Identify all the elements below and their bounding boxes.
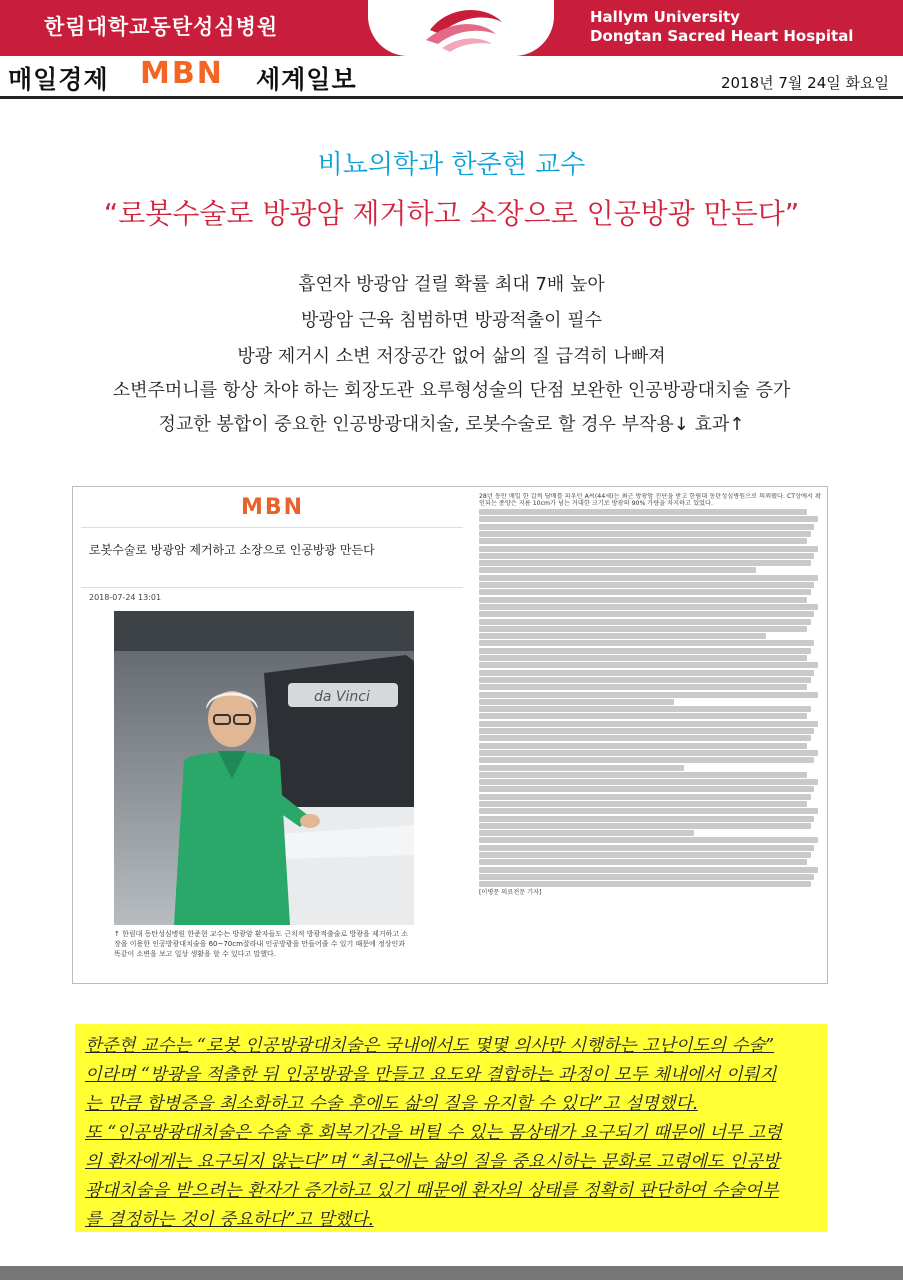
bullet-1: 흡연자 방광암 걸릴 확률 최대 7배 높아 (298, 274, 605, 295)
body-text-line (479, 509, 807, 515)
bullet-3: 방광 제거시 소변 저장공간 없어 삶의 질 급격히 나빠져 (237, 346, 666, 367)
clipping-divider (81, 587, 463, 588)
body-text-line (479, 677, 811, 683)
clipping-byline: [이병문 의료전문 기자] (479, 888, 542, 896)
hospital-logo (368, 0, 554, 56)
body-text-line (479, 684, 807, 690)
body-text-line (479, 538, 807, 544)
body-text-line (479, 567, 756, 573)
clipping-mbn-logo: MBN (241, 495, 305, 520)
hospital-name-english-line2: Dongtan Sacred Heart Hospital (590, 27, 854, 45)
body-text-line (479, 516, 818, 522)
body-text-line (479, 867, 818, 873)
bullet-2: 방광암 근육 침범하면 방광적출이 필수 (300, 310, 603, 331)
body-text-line (479, 670, 814, 676)
quote-line-4: 또 “인공방광대치술은 수술 후 회복기간을 버틸 수 있는 몸상태가 요구되기 때문에 너무 고령 (85, 1123, 782, 1143)
body-text-line (479, 786, 814, 792)
photo-console-label: da Vinci (314, 689, 370, 705)
clipping-headline: 로봇수술로 방광암 제거하고 소장으로 인공방광 만든다 (89, 543, 375, 557)
clipping-timestamp: 2018-07-24 13:01 (89, 593, 162, 602)
body-text-line (479, 640, 814, 646)
body-text-line (479, 794, 811, 800)
body-text-line (479, 881, 811, 887)
masthead-mbn: MBN (140, 56, 224, 91)
quote-line-7: 를 결정하는 것이 중요하다”고 말했다. (85, 1210, 374, 1230)
body-text-line (479, 692, 818, 698)
surgeon-photo (114, 611, 414, 925)
body-text-line (479, 779, 818, 785)
hospital-name-english-line1: Hallym University (590, 8, 740, 26)
body-text-line (479, 589, 811, 595)
bullet-4: 소변주머니를 항상 차야 하는 회장도관 요루형성술의 단점 보완한 인공방광대치술 증가 (112, 380, 791, 401)
body-text-line (479, 830, 694, 836)
hospital-name-english (590, 8, 853, 46)
body-text-line (479, 874, 814, 880)
body-text-line (479, 553, 814, 559)
body-text-line (479, 750, 818, 756)
department-title: 비뇨의학과 한준현 교수 (317, 150, 586, 180)
bullet-5: 정교한 봉합이 중요한 인공방광대치술, 로봇수술로 할 경우 부작용↓ 효과↑ (158, 414, 745, 435)
body-text-line (479, 765, 684, 771)
body-text-line (479, 743, 807, 749)
body-text-line (479, 662, 818, 668)
body-text-line (479, 582, 814, 588)
body-text-line (479, 721, 818, 727)
body-text-line (479, 575, 818, 581)
body-text-line (479, 837, 818, 843)
body-text-line (479, 845, 814, 851)
body-text-line (479, 772, 807, 778)
body-text-line (479, 546, 818, 552)
masthead-maeil: 매일경제 (8, 65, 109, 94)
body-text-line (479, 648, 811, 654)
body-text-line (479, 735, 811, 741)
hospital-name-korean: 한림대학교동탄성심병원 (44, 15, 279, 39)
clipping-divider (81, 527, 463, 528)
clipping-body-lead: 28년 동안 매일 한 갑씩 담배를 피우던 A씨(44세)는 최근 방광암 진단을 받고 한림대 동탄성심병원으로 의뢰됐다. CT상에서 확인되는 종양은 지름 10cm가 넘는 거대한 크기로 방광의 90% 가량을 차지하고 있었다. (479, 493, 821, 508)
headline: “로봇수술로 방광암 제거하고 소장으로 인공방광 만든다” (103, 197, 800, 230)
photo-caption: ↑ 한림대 동탄성심병원 한준현 교수는 방광암 환자들도 근치적 방광적출술로 방광을 제거하고 소장을 이용한 인공방광대치술을 60~70cm잘라내 인공방광을 만들어줄 수 있기 때문에 정상인과 똑같이 소변을 보고 일상 생활을 할 수 있다고 말했다. (114, 930, 409, 958)
masthead-rule (0, 96, 903, 99)
publish-date: 2018년 7월 24일 화요일 (720, 74, 889, 92)
body-text-line (479, 859, 807, 865)
body-text-line (479, 808, 818, 814)
clipping-body-lines (479, 509, 821, 887)
body-text-line (479, 728, 814, 734)
body-text-line (479, 633, 766, 639)
body-text-line (479, 531, 811, 537)
masthead-segye: 세계일보 (256, 65, 357, 94)
quote-line-3: 는 만큼 합병증을 최소화하고 수술 후에도 삶의 질을 유지할 수 있다”고 설명했다. (85, 1094, 698, 1114)
body-text-line (479, 619, 811, 625)
body-text-line (479, 706, 811, 712)
footer-bar (0, 1266, 903, 1280)
body-text-line (479, 852, 811, 858)
body-text-line (479, 699, 674, 705)
body-text-line (479, 655, 807, 661)
quote-box (75, 1024, 827, 1232)
body-text-line (479, 604, 818, 610)
body-text-line (479, 597, 807, 603)
body-text-line (479, 801, 807, 807)
body-text-line (479, 524, 814, 530)
body-text-line (479, 713, 807, 719)
body-text-line (479, 823, 811, 829)
body-text-line (479, 560, 811, 566)
quote-line-2: 이라며 “방광을 적출한 뒤 인공방광을 만들고 요도와 결합하는 과정이 모두 체내에서 이뤄지 (85, 1065, 777, 1085)
hospital-banner (0, 0, 903, 56)
body-text-line (479, 816, 814, 822)
news-clipping (72, 486, 828, 984)
quote-line-6: 광대치술을 받으려는 환자가 증가하고 있기 때문에 환자의 상태를 정확히 판단하여 수술여부 (85, 1181, 779, 1201)
body-text-line (479, 757, 814, 763)
body-text-line (479, 611, 814, 617)
clipping-body-text (479, 493, 821, 979)
quote-line-5: 의 환자에게는 요구되지 않는다”며 “최근에는 삶의 질을 중요시하는 문화로 고령에도 인공방 (85, 1152, 780, 1172)
body-text-line (479, 626, 807, 632)
quote-line-1: 한준현 교수는 “로봇 인공방광대치술은 국내에서도 몇몇 의사만 시행하는 고난이도의 수술” (85, 1036, 775, 1056)
